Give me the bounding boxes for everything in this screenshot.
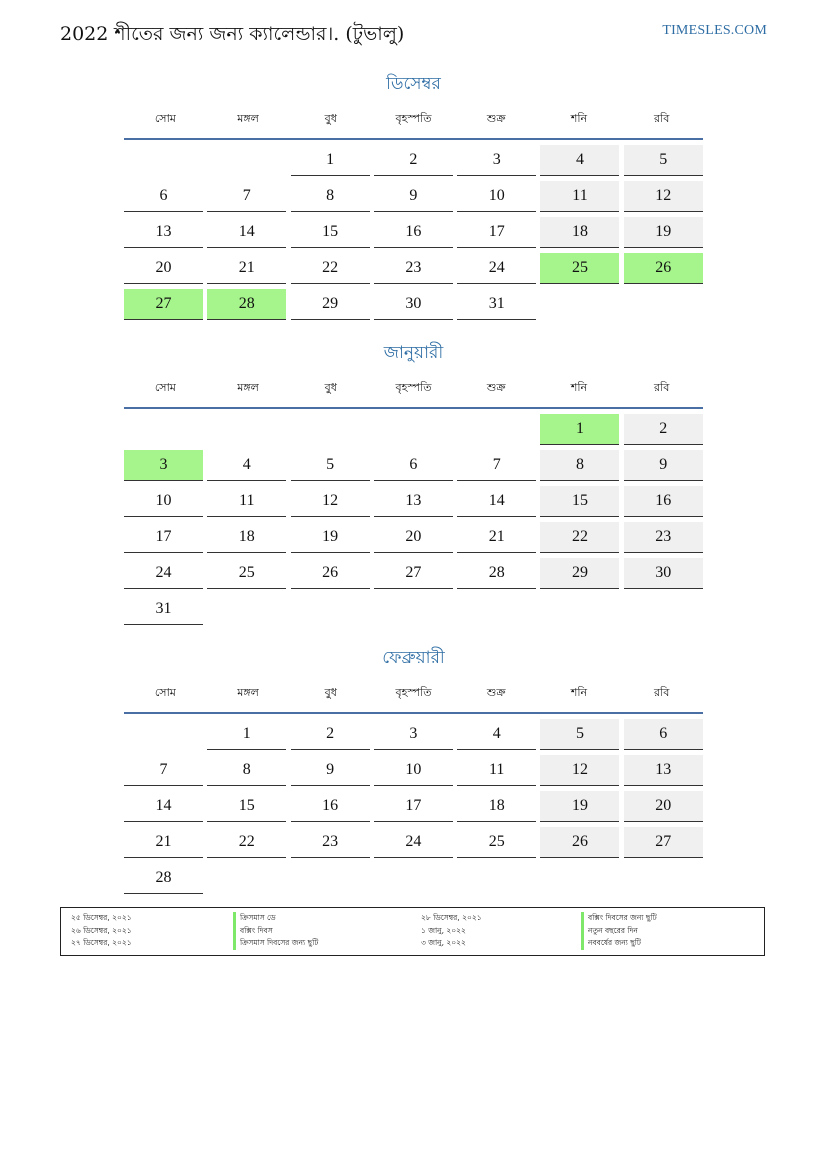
month-title: ডিসেম্বর	[386, 74, 441, 94]
month-title: ফেব্রুয়ারী	[382, 648, 445, 668]
weekday-label: শনি	[570, 111, 588, 125]
day-cell: 16	[291, 791, 370, 822]
day-grid	[124, 145, 703, 320]
day-cell: 2	[624, 414, 703, 445]
empty-cell	[207, 414, 286, 444]
day-cell: 31	[457, 289, 536, 320]
day-cell: 5	[624, 145, 703, 176]
day-cell: 8	[207, 755, 286, 786]
legend-date: ২৫ ডিসেম্বর, ২০২১	[71, 913, 132, 922]
weekday-label: শনি	[570, 685, 588, 699]
holiday-day-cell: 25	[540, 253, 619, 284]
weekday-label: শুক্র	[486, 685, 506, 699]
weekday-label: শুক্র	[486, 111, 506, 125]
day-grid	[124, 719, 703, 894]
weekday-header	[124, 678, 703, 708]
month-calendar	[124, 70, 703, 320]
day-cell: 1	[291, 145, 370, 176]
day-cell: 11	[457, 755, 536, 786]
header-divider	[124, 138, 703, 140]
day-cell: 14	[124, 791, 203, 822]
legend-date: ২৭ ডিসেম্বর, ২০২১	[71, 938, 132, 947]
weekday-label: রবি	[654, 111, 670, 125]
site-link[interactable]: TIMESLES.COM	[662, 23, 767, 38]
day-cell: 11	[207, 486, 286, 517]
weekday-label: মঙ্গল	[237, 685, 259, 699]
day-cell: 14	[207, 217, 286, 248]
page-title: 2022 শীতের জন্য জন্য ক্যালেন্ডার।. (টুভালু)	[60, 23, 405, 45]
month-calendar	[124, 339, 703, 625]
day-cell: 3	[457, 145, 536, 176]
day-cell: 7	[124, 755, 203, 786]
day-cell: 19	[624, 217, 703, 248]
legend-holiday-name: নববর্ষের জন্য ছুটি	[581, 937, 771, 950]
legend-date: ১ জানু, ২০২২	[421, 925, 466, 935]
day-cell: 9	[291, 755, 370, 786]
day-cell: 9	[374, 181, 453, 212]
holiday-day-cell: 26	[624, 253, 703, 284]
day-cell: 14	[457, 486, 536, 517]
weekday-label: সোম	[154, 685, 176, 699]
day-cell: 13	[624, 755, 703, 786]
day-cell: 6	[124, 181, 203, 212]
weekday-label: মঙ্গল	[237, 380, 259, 394]
legend-holiday-name: নতুন বছরের দিন	[581, 925, 771, 938]
day-cell: 4	[540, 145, 619, 176]
empty-cell	[124, 414, 203, 444]
month-title: জানুয়ারী	[383, 343, 444, 363]
legend-holiday-name: ক্রিসমাস ডে	[233, 912, 421, 925]
day-cell: 20	[374, 522, 453, 553]
day-cell: 17	[124, 522, 203, 553]
day-cell: 24	[124, 558, 203, 589]
day-cell: 22	[540, 522, 619, 553]
day-cell: 28	[124, 863, 203, 894]
weekday-label: শুক্র	[486, 380, 506, 394]
day-cell: 22	[207, 827, 286, 858]
weekday-header	[124, 373, 703, 403]
day-cell: 24	[457, 253, 536, 284]
day-cell: 6	[624, 719, 703, 750]
day-grid	[124, 414, 703, 625]
day-cell: 21	[207, 253, 286, 284]
day-cell: 21	[124, 827, 203, 858]
legend-names-left	[233, 912, 421, 955]
weekday-label: বুধ	[324, 685, 337, 699]
day-cell: 23	[624, 522, 703, 553]
day-cell: 18	[540, 217, 619, 248]
day-cell: 13	[374, 486, 453, 517]
weekday-label: রবি	[654, 380, 670, 394]
legend-date: ২৬ ডিসেম্বর, ২০২১	[71, 925, 132, 935]
day-cell: 18	[457, 791, 536, 822]
day-cell: 3	[374, 719, 453, 750]
day-cell: 27	[374, 558, 453, 589]
holiday-legend	[60, 907, 765, 956]
weekday-label: মঙ্গল	[237, 111, 259, 125]
day-cell: 10	[457, 181, 536, 212]
day-cell: 17	[457, 217, 536, 248]
header-divider	[124, 712, 703, 714]
holiday-day-cell: 1	[540, 414, 619, 445]
day-cell: 29	[291, 289, 370, 320]
day-cell: 19	[291, 522, 370, 553]
month-calendar	[124, 644, 703, 894]
day-cell: 20	[624, 791, 703, 822]
weekday-label: বুধ	[324, 111, 337, 125]
day-cell: 20	[124, 253, 203, 284]
day-cell: 31	[124, 594, 203, 625]
day-cell: 23	[374, 253, 453, 284]
day-cell: 27	[624, 827, 703, 858]
legend-date: ২৮ ডিসেম্বর, ২০২১	[421, 913, 482, 922]
day-cell: 9	[624, 450, 703, 481]
empty-cell	[457, 414, 536, 444]
day-cell: 2	[291, 719, 370, 750]
holiday-day-cell: 3	[124, 450, 203, 481]
empty-cell	[291, 414, 370, 444]
day-cell: 5	[291, 450, 370, 481]
day-cell: 28	[457, 558, 536, 589]
day-cell: 10	[374, 755, 453, 786]
legend-dates-left	[71, 912, 233, 955]
holiday-day-cell: 27	[124, 289, 203, 320]
legend-names-right	[581, 912, 771, 955]
day-cell: 30	[374, 289, 453, 320]
weekday-label: সোম	[154, 111, 176, 125]
weekday-header	[124, 104, 703, 134]
day-cell: 16	[374, 217, 453, 248]
weekday-label: শনি	[570, 380, 588, 394]
day-cell: 5	[540, 719, 619, 750]
day-cell: 24	[374, 827, 453, 858]
empty-cell	[207, 145, 286, 175]
day-cell: 15	[540, 486, 619, 517]
day-cell: 26	[291, 558, 370, 589]
day-cell: 7	[457, 450, 536, 481]
day-cell: 26	[540, 827, 619, 858]
day-cell: 16	[624, 486, 703, 517]
day-cell: 21	[457, 522, 536, 553]
day-cell: 12	[624, 181, 703, 212]
day-cell: 8	[540, 450, 619, 481]
day-cell: 11	[540, 181, 619, 212]
holiday-day-cell: 28	[207, 289, 286, 320]
weekday-label: বৃহস্পতি	[395, 111, 432, 125]
day-cell: 12	[291, 486, 370, 517]
weekday-label: রবি	[654, 685, 670, 699]
day-cell: 17	[374, 791, 453, 822]
day-cell: 7	[207, 181, 286, 212]
legend-holiday-name: বক্সিং দিবসের জন্য ছুটি	[581, 912, 771, 925]
day-cell: 25	[457, 827, 536, 858]
day-cell: 25	[207, 558, 286, 589]
day-cell: 29	[540, 558, 619, 589]
legend-date: ৩ জানু, ২০২২	[421, 938, 466, 947]
day-cell: 22	[291, 253, 370, 284]
day-cell: 15	[207, 791, 286, 822]
day-cell: 12	[540, 755, 619, 786]
day-cell: 15	[291, 217, 370, 248]
weekday-label: বৃহস্পতি	[395, 685, 432, 699]
day-cell: 1	[207, 719, 286, 750]
header-divider	[124, 407, 703, 409]
legend-holiday-name: ক্রিসমাস দিবসের জন্য ছুটি	[233, 937, 421, 950]
day-cell: 10	[124, 486, 203, 517]
day-cell: 4	[457, 719, 536, 750]
day-cell: 2	[374, 145, 453, 176]
empty-cell	[374, 414, 453, 444]
legend-dates-right	[421, 912, 581, 955]
weekday-label: বৃহস্পতি	[395, 380, 432, 394]
day-cell: 4	[207, 450, 286, 481]
day-cell: 18	[207, 522, 286, 553]
legend-holiday-name: বক্সিং দিবস	[233, 925, 421, 938]
day-cell: 6	[374, 450, 453, 481]
weekday-label: সোম	[154, 380, 176, 394]
weekday-label: বুধ	[324, 380, 337, 394]
day-cell: 8	[291, 181, 370, 212]
empty-cell	[124, 719, 203, 749]
empty-cell	[124, 145, 203, 175]
day-cell: 19	[540, 791, 619, 822]
day-cell: 30	[624, 558, 703, 589]
day-cell: 23	[291, 827, 370, 858]
day-cell: 13	[124, 217, 203, 248]
